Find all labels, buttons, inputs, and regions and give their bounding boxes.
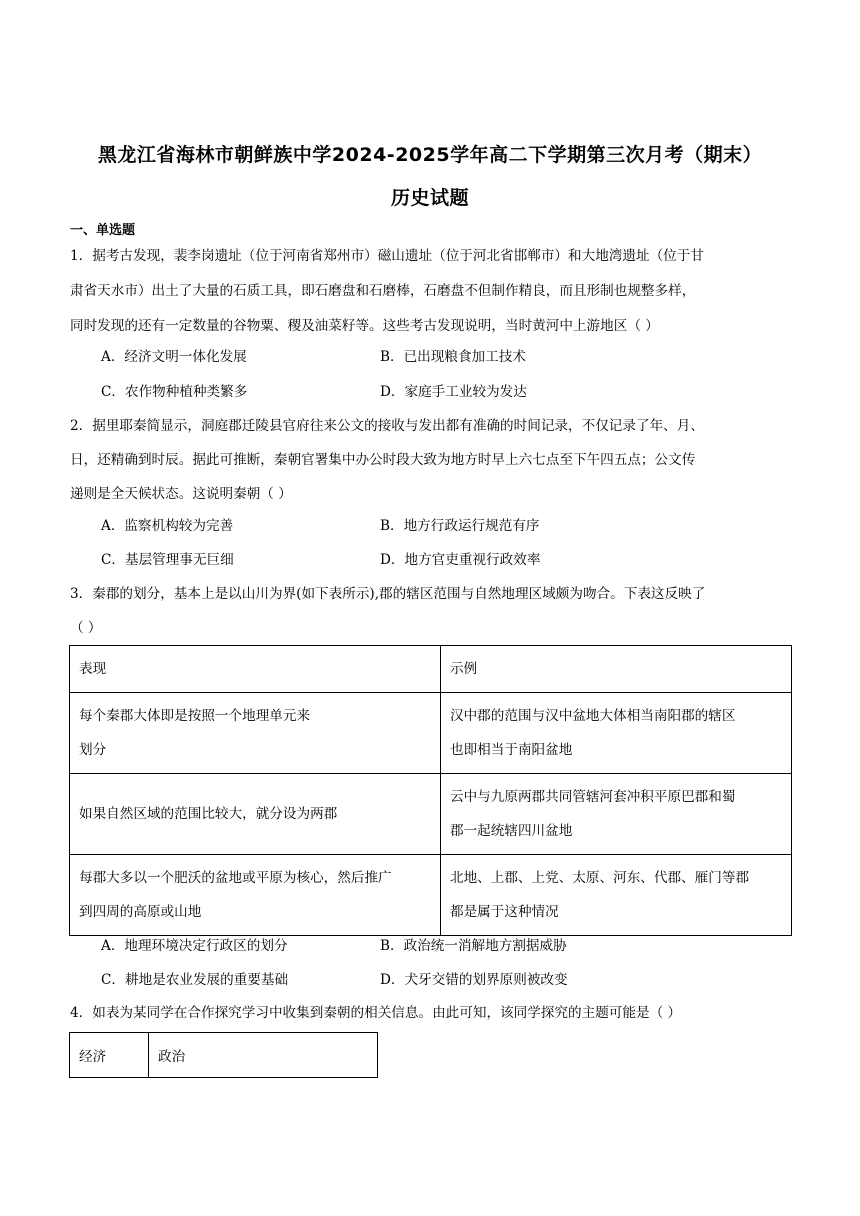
table-cell: 每个秦郡大体即是按照一个地理单元来 划分 [70, 693, 441, 774]
q3-table [69, 645, 792, 936]
q2-line-1: 2．据里耶秦简显示，洞庭郡迁陵县官府往来公文的接收与发出都有准确的时间记录，不仅记录了年、月、 [70, 418, 704, 434]
table-cell: 云中与九原两郡共同管辖河套冲积平原巴郡和蜀 郡一起统辖四川盆地 [441, 774, 792, 855]
q2-option-c[interactable]: C．基层管理事无巨细 [101, 552, 234, 568]
table-header-row [70, 646, 792, 693]
table-row [70, 774, 792, 855]
table-row [70, 855, 792, 936]
q2-line-2: 日，还精确到时辰。据此可推断，秦朝官署集中办公时段大致为地方时早上六七点至下午四五点；公文传 [70, 452, 696, 468]
q1-option-b[interactable]: B．已出现粮食加工技术 [380, 349, 526, 365]
table-header-cell: 政治 [149, 1033, 378, 1078]
q3-option-b[interactable]: B．政治统一消解地方割据威胁 [380, 938, 567, 954]
q1-option-c[interactable]: C．农作物种植种类繁多 [101, 384, 248, 400]
table-cell: 北地、上郡、上党、太原、河东、代郡、雁门等郡 都是属于这种情况 [441, 855, 792, 936]
table-cell: 如果自然区域的范围比较大，就分设为两郡 [70, 774, 441, 855]
table-header-cell: 经济 [70, 1033, 149, 1078]
q2-option-d[interactable]: D．地方官吏重视行政效率 [380, 552, 541, 568]
section-heading: 一、单选题 [70, 223, 136, 238]
q1-line-1: 1．据考古发现，裴李岗遗址（位于河南省郑州市）磁山遗址（位于河北省邯郸市）和大地湾遗址（位于甘 [70, 248, 704, 264]
q3-option-d[interactable]: D．犬牙交错的划界原则被改变 [380, 972, 568, 988]
q1-option-d[interactable]: D．家庭手工业较为发达 [380, 384, 527, 400]
exam-title-line2: 历史试题 [390, 187, 469, 209]
q4-table [69, 1032, 378, 1078]
q3-line-1: 3．秦郡的划分，基本上是以山川为界(如下表所示),郡的辖区范围与自然地理区域颇为吻合。下表这反映了 [70, 586, 706, 602]
q2-option-a[interactable]: A．监察机构较为完善 [101, 518, 234, 534]
q3-option-c[interactable]: C．耕地是农业发展的重要基础 [101, 972, 289, 988]
table-cell: 汉中郡的范围与汉中盆地大体相当南阳郡的辖区 也即相当于南阳盆地 [441, 693, 792, 774]
q3-option-a[interactable]: A．地理环境决定行政区的划分 [101, 938, 288, 954]
table-header-row [70, 1033, 378, 1078]
table-cell: 每郡大多以一个肥沃的盆地或平原为核心，然后推广 到四周的高原或山地 [70, 855, 441, 936]
table-header-cell: 表现 [70, 646, 441, 693]
exam-title-line1: 黑龙江省海林市朝鲜族中学2024-2025学年高二下学期第三次月考（期末） [97, 144, 763, 166]
q2-option-b[interactable]: B．地方行政运行规范有序 [380, 518, 540, 534]
q1-option-a[interactable]: A．经济文明一体化发展 [101, 349, 247, 365]
q1-line-3: 同时发现的还有一定数量的谷物粟、稷及油菜籽等。这些考古发现说明，当时黄河中上游地区（ ） [70, 318, 659, 334]
q2-line-3: 递则是全天候状态。这说明秦朝（ ） [70, 486, 292, 502]
q3-line-2: （ ） [70, 620, 102, 636]
q1-line-2: 肃省天水市）出土了大量的石质工具，即石磨盘和石磨棒，石磨盘不但制作精良，而且形制也规整多样， [70, 283, 696, 299]
table-header-cell: 示例 [441, 646, 792, 693]
q4-line-1: 4．如表为某同学在合作探究学习中收集到秦朝的相关信息。由此可知，该同学探究的主题可能是（ ） [70, 1005, 682, 1021]
table-row [70, 693, 792, 774]
